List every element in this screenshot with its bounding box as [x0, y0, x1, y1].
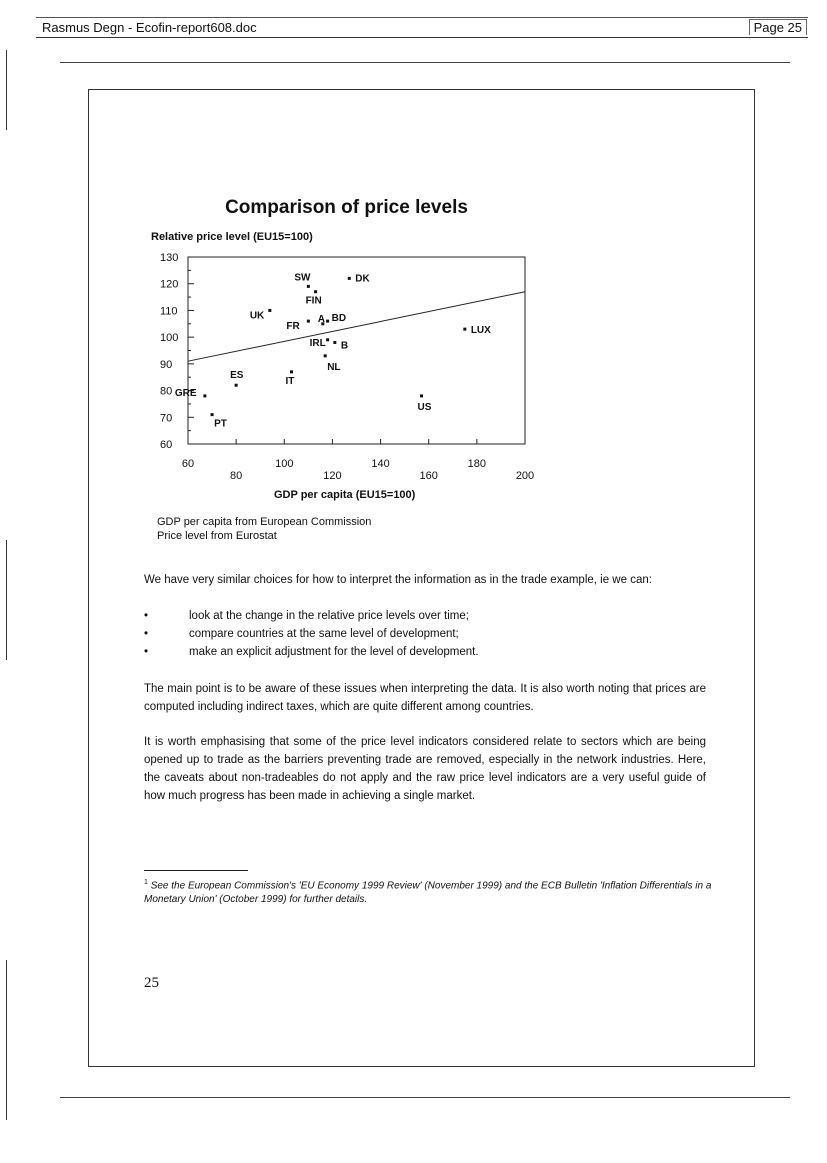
data-label-pt: PT [214, 418, 227, 430]
footnote-marker: 1 [144, 879, 148, 886]
bullet-dot-icon: • [144, 610, 149, 622]
header-top-rule [36, 17, 808, 18]
page-rule-top [60, 62, 790, 63]
bullet-dot-icon: • [144, 646, 149, 658]
x-tick-label: 100 [275, 458, 294, 470]
data-label-nl: NL [327, 361, 341, 373]
page-rule-bottom [60, 1097, 790, 1098]
source-note-gdp: GDP per capita from European Commission [157, 516, 372, 528]
data-point-dk [348, 277, 351, 280]
paragraph-main-point: The main point is to be aware of these issues when interpreting the data. It is also worth noting that prices are computed including indirect taxes, which are quite different among countries. [144, 683, 706, 713]
data-label-us: US [417, 401, 432, 413]
data-point-gre [203, 394, 206, 397]
margin-mark [6, 540, 7, 660]
chart-title [0, 197, 827, 219]
data-label-fin: FIN [305, 295, 322, 307]
data-label-b: B [340, 340, 349, 352]
data-point-uk [268, 309, 271, 312]
margin-mark [6, 960, 7, 1120]
data-point-es [235, 384, 238, 387]
bullet-dot-icon: • [144, 628, 149, 640]
chart-title-text: Comparison of price levels [225, 197, 468, 218]
data-label-lux: LUX [470, 325, 491, 337]
y-tick-label: 70 [160, 412, 173, 425]
data-point-bd [326, 320, 329, 323]
data-label-es: ES [230, 370, 244, 382]
data-label-sw: SW [294, 272, 311, 284]
y-tick-label: 90 [160, 358, 173, 371]
bullet-text: make an explicit adjustment for the level of development. [189, 646, 479, 658]
intro-paragraph: We have very similar choices for how to interpret the information as in the trade example, ie we can: [144, 574, 652, 586]
header-bottom-rule [36, 37, 808, 38]
y-tick-label: 130 [160, 252, 179, 264]
data-label-it: IT [285, 375, 295, 387]
footnote-rule [144, 870, 248, 871]
y-tick-label: 110 [160, 305, 178, 318]
bullet-text: look at the change in the relative price levels over time; [189, 610, 469, 622]
data-label-fr: FR [286, 321, 300, 333]
margin-mark [6, 50, 7, 130]
y-tick-label: 80 [160, 385, 173, 398]
footnote-text: See the European Commission's 'EU Economy 1999 Review' (November 1999) and the ECB Bulletin 'Inflation Differentials in a Monetary Union' (October 1999) for further details. [144, 880, 712, 906]
x-tick-label: 80 [230, 470, 243, 482]
x-tick-label: 140 [371, 458, 390, 470]
data-label-uk: UK [249, 310, 265, 322]
data-label-dk: DK [355, 273, 370, 285]
data-point-us [420, 394, 423, 397]
bullet-text: compare countries at the same level of development; [189, 628, 459, 640]
x-tick-label: 60 [181, 458, 195, 470]
x-tick-label: 160 [419, 470, 438, 482]
data-label-irl: IRL [309, 337, 326, 349]
x-tick-label: 120 [323, 470, 342, 482]
data-label-bd: BD [331, 313, 347, 325]
chart-y-axis-label: Relative price level (EU15=100) [151, 231, 313, 243]
data-point-it [290, 370, 293, 373]
y-tick-label: 60 [160, 439, 173, 451]
footnote [144, 876, 714, 907]
data-point-irl [326, 338, 329, 341]
source-note-price: Price level from Eurostat [157, 530, 277, 542]
x-tick-label: 200 [515, 470, 535, 482]
data-point-b [333, 341, 336, 344]
x-tick-label: 180 [467, 458, 487, 470]
y-tick-label: 100 [160, 332, 179, 345]
plot-marks [175, 272, 525, 429]
data-point-fin [314, 290, 317, 293]
data-point-fr [307, 320, 310, 323]
chart-x-axis-label: GDP per capita (EU15=100) [274, 489, 416, 501]
data-label-gre: GRE [174, 387, 197, 399]
page-number: 25 [144, 975, 159, 991]
data-point-pt [211, 413, 214, 416]
y-tick-label: 120 [160, 278, 179, 291]
scatter-plot [140, 245, 540, 485]
data-point-lux [463, 328, 466, 331]
data-point-sw [307, 285, 310, 288]
data-point-nl [324, 354, 327, 357]
document-title: Rasmus Degn - Ecofin-report608.doc [42, 20, 257, 35]
data-label-a: A [317, 313, 326, 325]
paragraph-network-industries: It is worth emphasising that some of the price level indicators considered relate to sectors which are being opened up to trade as the barriers preventing trade are removed, especially in the network industries. Here, the caveats about non-tradeables do not apply and the raw price level indicators are a very useful guide of how much progress has been made in achieving a single market. [144, 736, 706, 802]
plot-axes [160, 252, 534, 482]
page-indicator: Page 25 [749, 19, 807, 35]
